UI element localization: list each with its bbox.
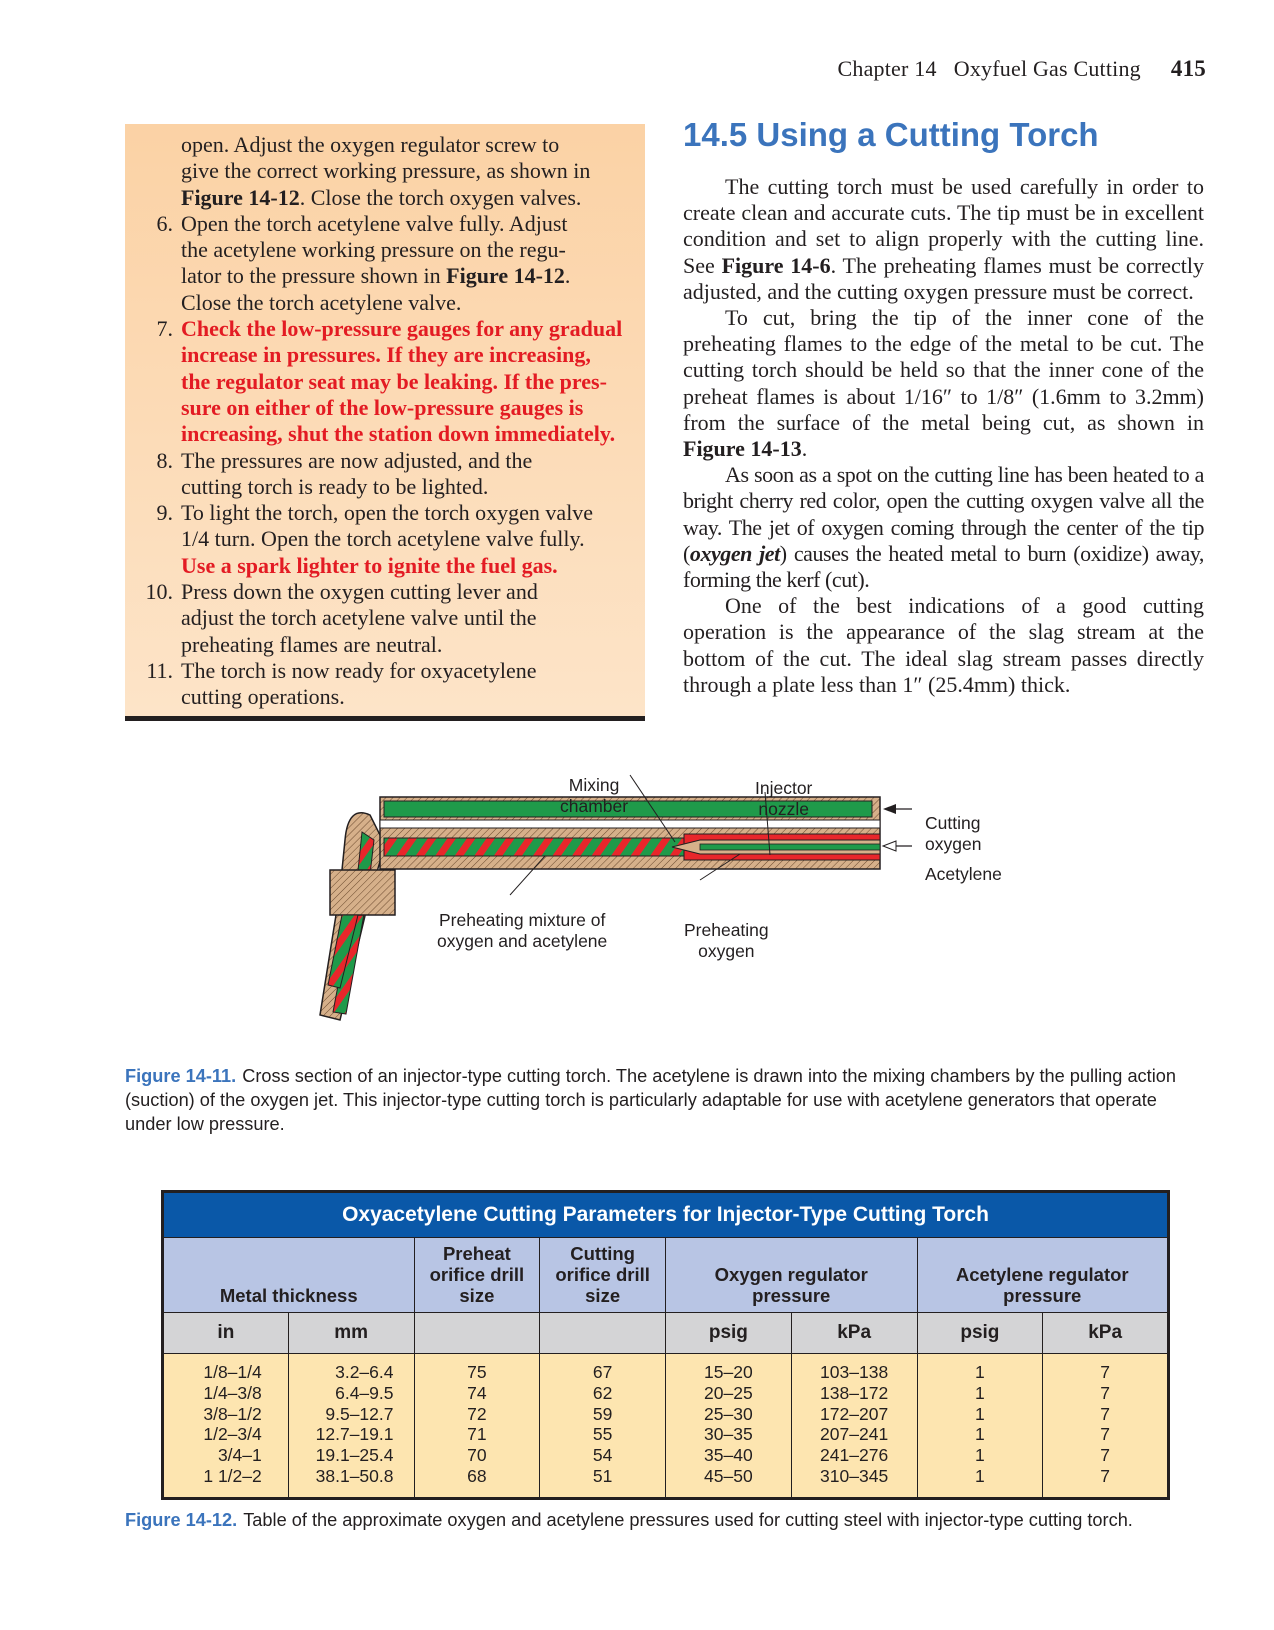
warning-text: the regulator seat may be leaking. If the pres- [181,368,607,394]
col-preheat: 75 74 72 71 70 68 [414,1354,540,1499]
warning-text: increase in pressures. If they are increasing, [181,342,591,368]
unit-in: in [163,1313,289,1354]
unit-oxygen-psig: psig [666,1313,792,1354]
table-header-row [163,1238,1169,1313]
header-acetylene-regulator: Acetylene regulator pressure [917,1238,1169,1313]
procedure-step-9: 9. To light the torch, open the torch oxygen valve 1/4 turn. Open the torch acetylene valve fully. Use a spark lighter to ignite the fuel gas. [125,500,645,579]
unit-oxygen-kpa: kPa [791,1313,917,1354]
table-title: Oxyacetylene Cutting Parameters for Injector-Type Cutting Torch [163,1192,1169,1238]
header-metal-thickness: Metal thickness [163,1238,415,1313]
col-oxygen-kpa: 103–138 138–172 172–207 207–241 241–276 310–345 [791,1354,917,1499]
table-row [163,1354,1169,1499]
procedure-intro-line: give the correct working pressure, as shown in [181,158,591,184]
running-head [838,56,1207,82]
step-number: 8. [156,447,173,473]
procedure-intro-line: open. Adjust the oxygen regulator screw to [181,132,560,157]
unit-blank [540,1313,666,1354]
procedure-intro-line: Figure 14-12. Close the torch oxygen valves. [181,184,582,210]
warning-text: Check the low-pressure gauges for any gradual [181,316,623,342]
unit-mm: mm [288,1313,414,1354]
paragraph: To cut, bring the tip of the inner cone of the preheating flames to the edge of the metal to be cut. The cutting torch should be held so that the inner cone of the preheat flames is about 1/16″ to 1/8″ (1.6mm to 3.2mm) from the surface of the metal being cut, as shown in Figure 14-13. [683,305,1204,462]
cutting-torch-cross-section [300,770,1020,1060]
col-oxygen-psig: 15–20 20–25 25–30 30–35 35–40 45–50 [666,1354,792,1499]
paragraph: The cutting torch must be used carefully in order to create clean and accurate cuts. The tip must be in excellent condition and set to align properly with the cutting line. See Figure 14-6. The preheating flames must be correctly adjusted, and the cutting oxygen pressure must be correct. [683,174,1205,304]
unit-acetylene-kpa: kPa [1043,1313,1169,1354]
figure-14-11-caption: Figure 14-11. Cross section of an injector-type cutting torch. The acetylene is drawn into the mixing chambers by the pulling action (suction) of the oxygen jet. This injector-type cutting torch is particularly adaptable for use with acetylene generators that operate under low pressure. [125,1066,1176,1134]
step-number: 7. [156,316,173,342]
unit-acetylene-psig: psig [917,1313,1043,1354]
label-preheating-mixture: Preheating mixture of oxygen and acetylene [437,910,608,951]
col-mm: 3.2–6.4 6.4–9.5 9.5–12.7 12.7–19.1 19.1–25.4 38.1–50.8 [288,1354,414,1499]
procedure-step-11: 11. The torch is now ready for oxyacetylene cutting operations. [125,658,645,711]
chapter-label: Chapter 14 Oxyfuel Gas Cutting [837,56,1141,81]
step-number: 11. [146,657,173,683]
figure-14-12-caption: Figure 14-12. Table of the approximate oxygen and acetylene pressures used for cutting steel with injector-type cutting torch. [125,1510,1133,1530]
procedure-step-10: 10. Press down the oxygen cutting lever and adjust the torch acetylene valve until the preheating flames are neutral. [125,579,645,658]
col-acetylene-psig: 1 1 1 1 1 1 [917,1354,1043,1499]
paragraph: As soon as a spot on the cutting line has been heated to a bright cherry red color, open the cutting oxygen valve all the way. The jet of oxygen coming through the center of the tip (oxygen jet) causes the heated metal to burn (oxidize) away, forming the kerf (cut). [683,462,1204,593]
procedure-box [125,124,645,721]
warning-text: sure on either of the low-pressure gauges is [181,394,584,420]
header-oxygen-regulator: Oxygen regulator pressure [666,1238,918,1313]
label-preheating-oxygen: Preheating oxygen [684,920,769,961]
procedure-step-7 [125,316,645,447]
label-cutting-oxygen: Cutting oxygen [925,813,982,854]
header-preheat: Preheat orifice drill size [414,1238,540,1313]
coupling-nut [330,870,395,915]
arrow-icon [883,841,896,851]
step-number: 9. [156,500,173,526]
warning-text: increasing, shut the station down immediately. [181,421,616,447]
label-mixing-chamber: Mixing chamber [560,775,629,816]
table-unit-row [163,1313,1169,1354]
step-number: 6. [156,210,173,236]
header-cutting: Cutting orifice drill size [540,1238,666,1313]
mixture-passage [384,838,684,856]
step-number: 10. [145,579,173,605]
section-body [683,174,1204,698]
warning-text: Use a spark lighter to ignite the fuel gas. [181,552,558,578]
col-in: 1/8–1/4 1/4–3/8 3/8–1/2 1/2–3/4 3/4–1 1 1/2–2 [163,1354,289,1499]
section-heading: 14.5 Using a Cutting Torch [683,116,1099,153]
page-number: 415 [1170,56,1206,81]
label-injector-nozzle: Injector nozzle [755,778,813,819]
procedure-step-6: 6. Open the torch acetylene valve fully. Adjust the acetylene working pressure on the regu- lator to the pressure shown in Figure 14-12. Close the torch acetylene valve. [125,211,645,316]
procedure-step-8: 8. The pressures are now adjusted, and the cutting torch is ready to be lighted. [125,448,645,501]
unit-blank [414,1313,540,1354]
paragraph: One of the best indications of a good cutting operation is the appearance of the slag stream at the bottom of the cut. The ideal slag stream passes directly through a plate less than 1″ (25.4mm) thick. [683,593,1204,697]
col-cutting: 67 62 59 55 54 51 [540,1354,666,1499]
cutting-parameters-table [161,1190,1170,1500]
col-acetylene-kpa: 7 7 7 7 7 7 [1043,1354,1169,1499]
label-acetylene: Acetylene [925,864,1002,884]
arrow-icon [883,804,896,814]
